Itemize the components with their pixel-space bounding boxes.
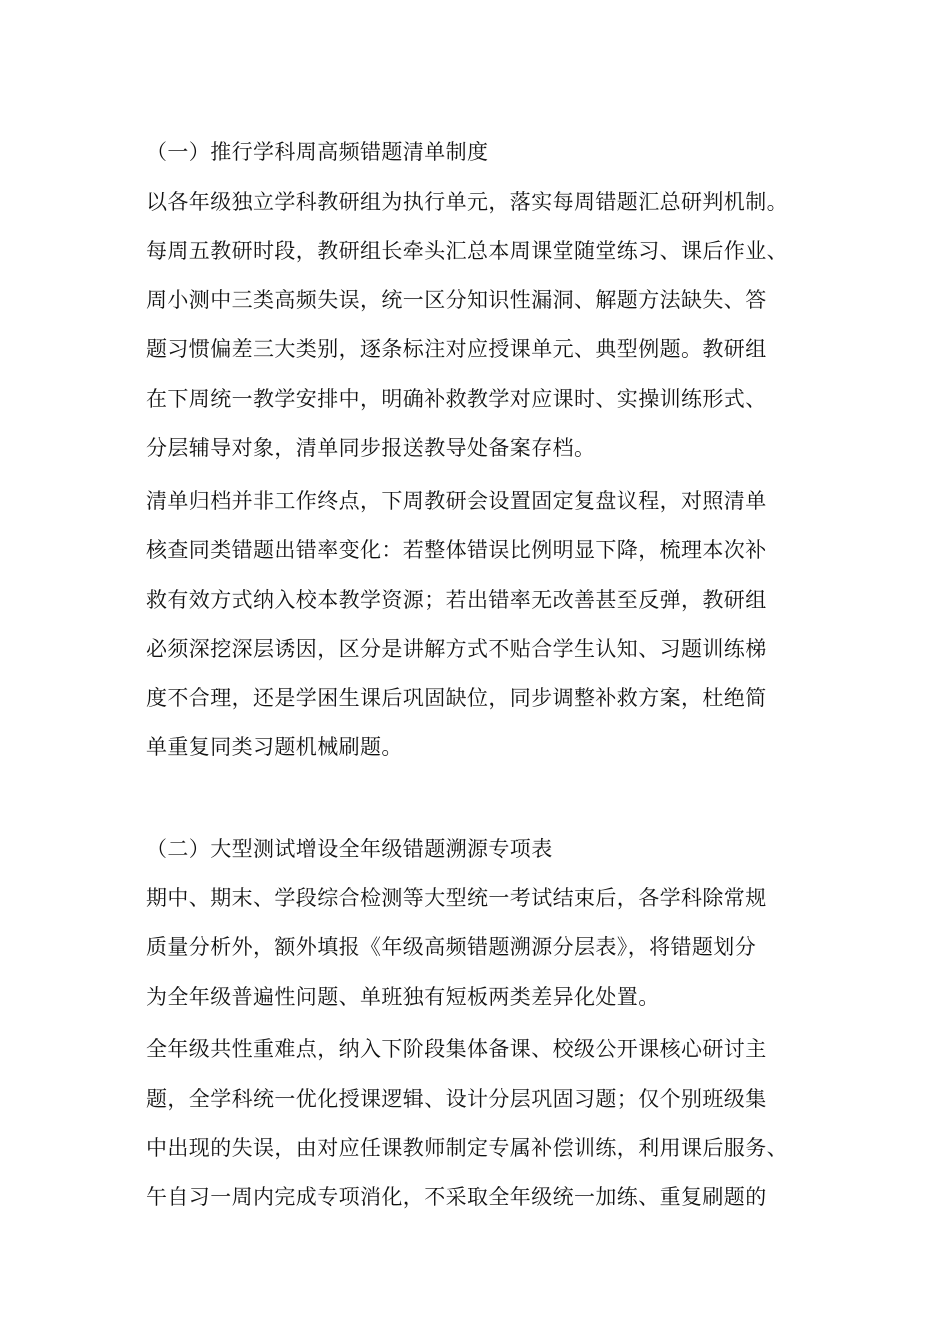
section-1-heading: （一）推行学科周高频错题清单制度 <box>146 140 489 164</box>
text-line: 题，全学科统一优化授课逻辑、设计分层巩固习题；仅个别班级集 <box>146 1087 767 1111</box>
text-line: 中出现的失误，由对应任课教师制定专属补偿训练，利用课后服务、 <box>146 1136 788 1160</box>
text-line: 以各年级独立学科教研组为执行单元，落实每周错题汇总研判机制。 <box>146 190 788 214</box>
text-line: 质量分析外，额外填报《年级高频错题溯源分层表》，将错题划分 <box>146 935 757 959</box>
text-line: 周小测中三类高频失误，统一区分知识性漏洞、解题方法缺失、答 <box>146 288 767 312</box>
text-line: 救有效方式纳入校本教学资源；若出错率无改善甚至反弹，教研组 <box>146 588 767 612</box>
text-line: 必须深挖深层诱因，区分是讲解方式不贴合学生认知、习题训练梯 <box>146 637 767 661</box>
text-line: 清单归档并非工作终点，下周教研会设置固定复盘议程，对照清单 <box>146 489 767 513</box>
text-line: 在下周统一教学安排中，明确补救教学对应课时、实操训练形式、 <box>146 387 767 411</box>
text-line: 题习惯偏差三大类别，逐条标注对应授课单元、典型例题。教研组 <box>146 337 767 361</box>
section-2-heading: （二）大型测试增设全年级错题溯源专项表 <box>146 837 553 861</box>
text-line: 午自习一周内完成专项消化，不采取全年级统一加练、重复刷题的 <box>146 1185 767 1209</box>
text-line: 度不合理，还是学困生课后巩固缺位，同步调整补救方案，杜绝简 <box>146 686 767 710</box>
text-line: 每周五教研时段，教研组长牵头汇总本周课堂随堂练习、课后作业、 <box>146 239 788 263</box>
text-line: 为全年级普遍性问题、单班独有短板两类差异化处置。 <box>146 985 660 1009</box>
text-line: 核查同类错题出错率变化：若整体错误比例明显下降，梳理本次补 <box>146 538 767 562</box>
text-line: 全年级共性重难点，纳入下阶段集体备课、校级公开课核心研讨主 <box>146 1037 767 1061</box>
text-line: 单重复同类习题机械刷题。 <box>146 735 403 759</box>
text-line: 期中、期末、学段综合检测等大型统一考试结束后，各学科除常规 <box>146 886 767 910</box>
text-line: 分层辅导对象，清单同步报送教导处备案存档。 <box>146 436 596 460</box>
